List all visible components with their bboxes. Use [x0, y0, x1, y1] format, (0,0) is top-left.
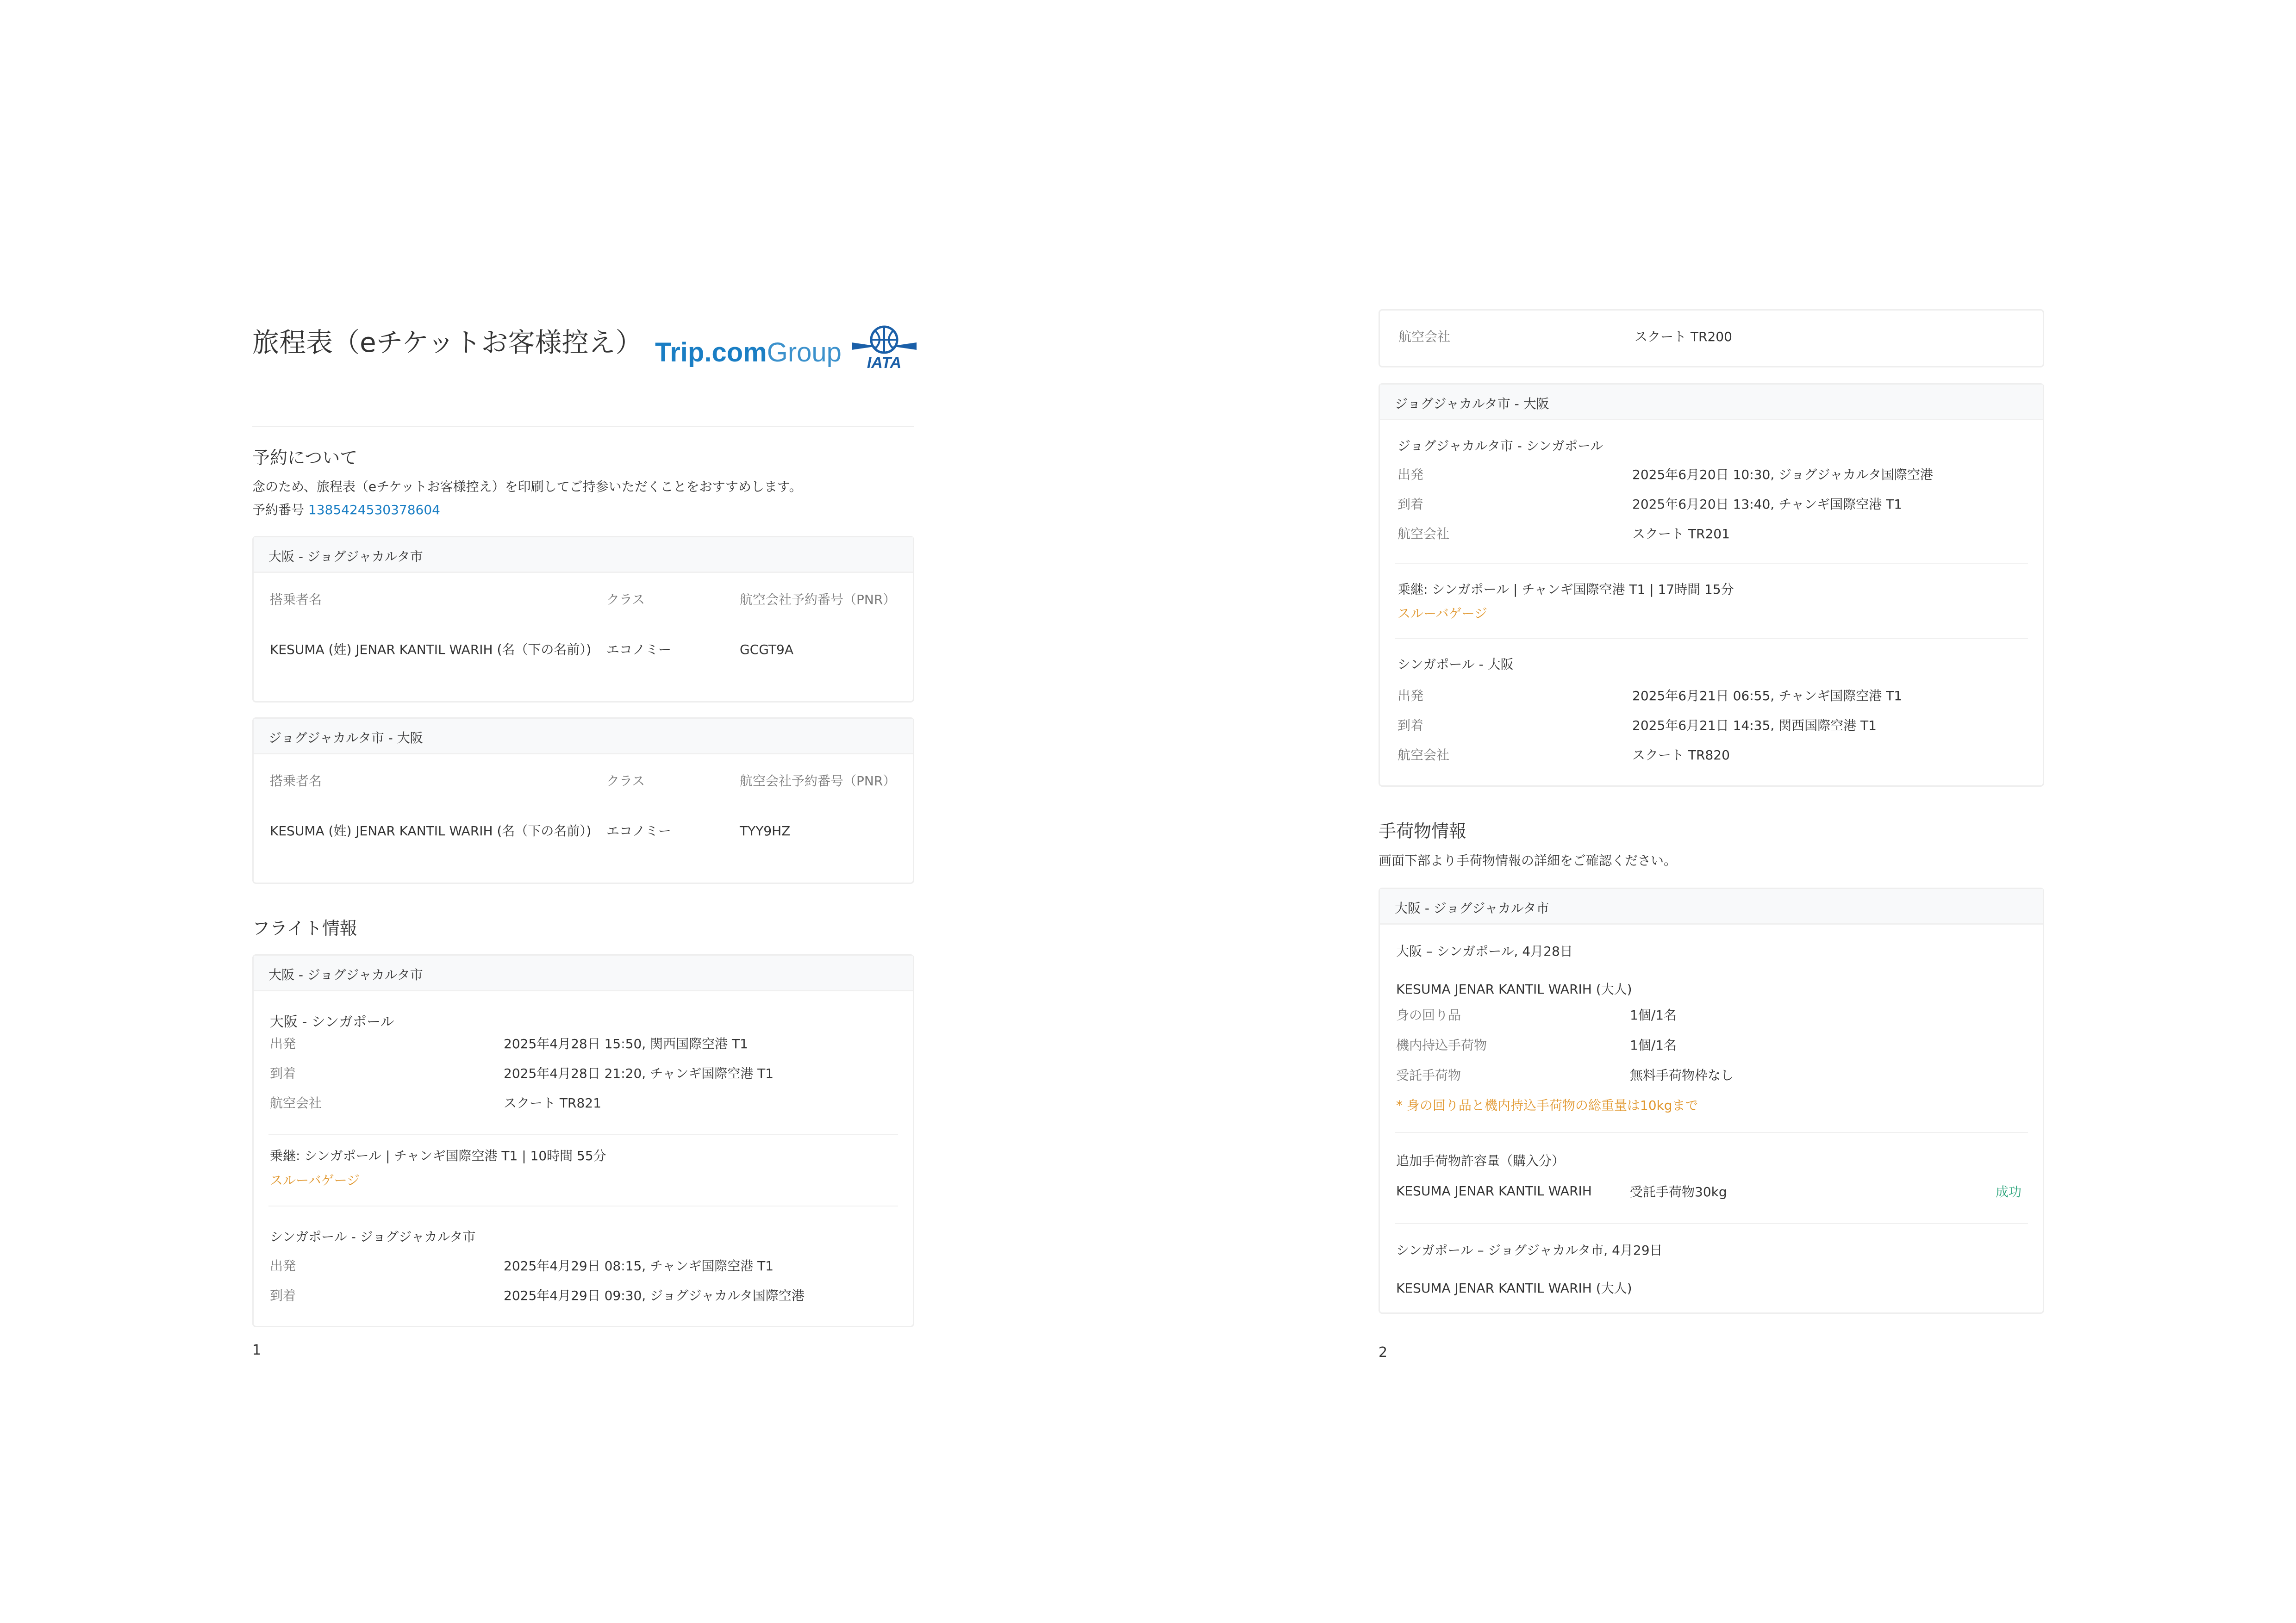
class-header: クラス	[606, 773, 645, 789]
extra-baggage-title: 追加手荷物許容量（購入分）	[1396, 1153, 1565, 1169]
carry-on-label: 機内持込手荷物	[1396, 1038, 1487, 1053]
arrival-label: 到着	[270, 1288, 296, 1303]
baggage-card-header	[1380, 889, 2043, 925]
iata-logo	[849, 324, 919, 370]
passenger-header: 搭乗者名	[270, 773, 322, 789]
baggage-passenger: KESUMA JENAR KANTIL WARIH (大人)	[1396, 1281, 1632, 1296]
extra-baggage-status: 成功	[1996, 1184, 2022, 1200]
carry-on-value: 1個/1名	[1630, 1038, 1677, 1053]
trip-com-group-logo	[655, 337, 842, 368]
about-text: 念のため、旅程表（eチケットお客様控え）を印刷してご持参いただくことをおすすめします。	[252, 479, 802, 494]
airline-value: スクート TR200	[1635, 329, 1732, 344]
airline-label: 航空会社	[1398, 747, 1450, 763]
divider	[1395, 1223, 2028, 1224]
flight-card-header	[254, 956, 913, 991]
arrival-label: 到着	[1398, 497, 1424, 512]
departure-label: 出発	[1398, 467, 1424, 482]
departure-label: 出発	[1398, 688, 1424, 703]
brand-trip: Trip.com	[655, 337, 767, 367]
baggage-segment: 大阪 – シンガポール, 4月28日	[1396, 944, 1573, 959]
through-baggage-label: スルーバゲージ	[270, 1173, 360, 1188]
checked-baggage-value: 無料手荷物枠なし	[1630, 1068, 1734, 1083]
arrival-label: 到着	[1398, 718, 1424, 733]
ticket-pnr: TYY9HZ	[740, 823, 791, 839]
document-title: 旅程表（eチケットお客様控え）	[252, 327, 643, 358]
about-heading: 予約について	[252, 448, 358, 468]
divider	[1395, 563, 2028, 564]
departure-value: 2025年4月29日 08:15, チャンギ国際空港 T1	[504, 1258, 774, 1274]
airline-label: 航空会社	[1398, 329, 1451, 344]
baggage-card	[1379, 888, 2044, 1314]
booking-number[interactable]: 1385424530378604	[308, 502, 440, 517]
page-number: 2	[1379, 1344, 1388, 1361]
airline-label: 航空会社	[270, 1095, 322, 1111]
leg-title: 大阪 - シンガポール	[270, 1014, 394, 1030]
class-header: クラス	[606, 592, 645, 607]
baggage-weight-note: * 身の回り品と機内持込手荷物の総重量は10kgまで	[1396, 1098, 1698, 1113]
arrival-value: 2025年4月29日 09:30, ジョグジャカルタ国際空港	[504, 1288, 805, 1303]
departure-value: 2025年6月20日 10:30, ジョグジャカルタ国際空港	[1632, 467, 1933, 482]
airline-value: スクート TR820	[1632, 747, 1730, 763]
airline-label: 航空会社	[1398, 526, 1450, 541]
passenger-header: 搭乗者名	[270, 592, 322, 607]
flight-route: ジョグジャカルタ市 - 大阪	[1395, 396, 1549, 411]
header-divider	[252, 426, 914, 427]
personal-item-value: 1個/1名	[1630, 1007, 1677, 1023]
checked-baggage-label: 受託手荷物	[1396, 1068, 1461, 1083]
arrival-value: 2025年6月21日 14:35, 関西国際空港 T1	[1632, 718, 1877, 733]
ticket-route: ジョグジャカルタ市 - 大阪	[268, 730, 423, 746]
through-baggage-label: スルーバゲージ	[1398, 606, 1488, 621]
flight-card-header	[1380, 385, 2043, 420]
passenger-name: KESUMA (姓) JENAR KANTIL WARIH (名（下の名前）)	[270, 823, 592, 839]
leg-title: シンガポール - ジョグジャカルタ市	[270, 1229, 476, 1244]
personal-item-label: 身の回り品	[1396, 1007, 1461, 1023]
baggage-passenger: KESUMA JENAR KANTIL WARIH (大人)	[1396, 982, 1632, 997]
flight-info-heading: フライト情報	[252, 918, 357, 939]
ticket-card-header	[254, 719, 913, 754]
ticket-route: 大阪 - ジョグジャカルタ市	[268, 549, 423, 564]
iata-logo-text: IATA	[867, 354, 902, 370]
divider	[1395, 638, 2028, 639]
passenger-name: KESUMA (姓) JENAR KANTIL WARIH (名（下の名前）)	[270, 642, 592, 657]
flight-card-outbound	[252, 954, 914, 1327]
ticket-pnr: GCGT9A	[740, 642, 794, 657]
arrival-value: 2025年6月20日 13:40, チャンギ国際空港 T1	[1632, 497, 1903, 512]
booking-number-row	[252, 500, 440, 518]
leg-title: シンガポール - 大阪	[1398, 657, 1514, 672]
extra-baggage-item: 受託手荷物30kg	[1630, 1184, 1727, 1200]
transfer-info: 乗継: シンガポール | チャンギ国際空港 T1 | 17時間 15分	[1398, 582, 1734, 597]
page-number: 1	[252, 1342, 262, 1358]
divider	[268, 1134, 898, 1135]
transfer-info: 乗継: シンガポール | チャンギ国際空港 T1 | 10時間 55分	[270, 1148, 606, 1163]
pnr-header: 航空会社予約番号（PNR）	[740, 773, 896, 789]
baggage-segment: シンガポール – ジョグジャカルタ市, 4月29日	[1396, 1243, 1663, 1258]
ticket-card-header	[254, 537, 913, 573]
leg-title: ジョグジャカルタ市 - シンガポール	[1398, 438, 1603, 454]
booking-number-label: 予約番号	[252, 502, 305, 517]
baggage-text: 画面下部より手荷物情報の詳細をご確認ください。	[1379, 853, 1677, 868]
departure-label: 出発	[270, 1258, 296, 1274]
ticket-card-outbound	[252, 536, 914, 703]
baggage-route: 大阪 - ジョグジャカルタ市	[1395, 901, 1549, 916]
baggage-heading: 手荷物情報	[1379, 821, 1467, 841]
brand-group: Group	[767, 337, 842, 367]
ticket-card-return	[252, 717, 914, 884]
pnr-header: 航空会社予約番号（PNR）	[740, 592, 896, 607]
departure-label: 出発	[270, 1036, 296, 1051]
divider	[1395, 1132, 2028, 1133]
airline-value: スクート TR821	[504, 1095, 601, 1111]
arrival-value: 2025年4月28日 21:20, チャンギ国際空港 T1	[504, 1066, 774, 1081]
ticket-class: エコノミー	[606, 823, 672, 839]
flight-route: 大阪 - ジョグジャカルタ市	[268, 967, 423, 983]
ticket-class: エコノミー	[606, 642, 672, 657]
departure-value: 2025年6月21日 06:55, チャンギ国際空港 T1	[1632, 688, 1903, 703]
airline-value: スクート TR201	[1632, 526, 1730, 541]
flight-card-return	[1379, 383, 2044, 787]
arrival-label: 到着	[270, 1066, 296, 1081]
departure-value: 2025年4月28日 15:50, 関西国際空港 T1	[504, 1036, 748, 1051]
flight-card-continued	[1379, 309, 2044, 367]
extra-baggage-name: KESUMA JENAR KANTIL WARIH	[1396, 1183, 1592, 1199]
